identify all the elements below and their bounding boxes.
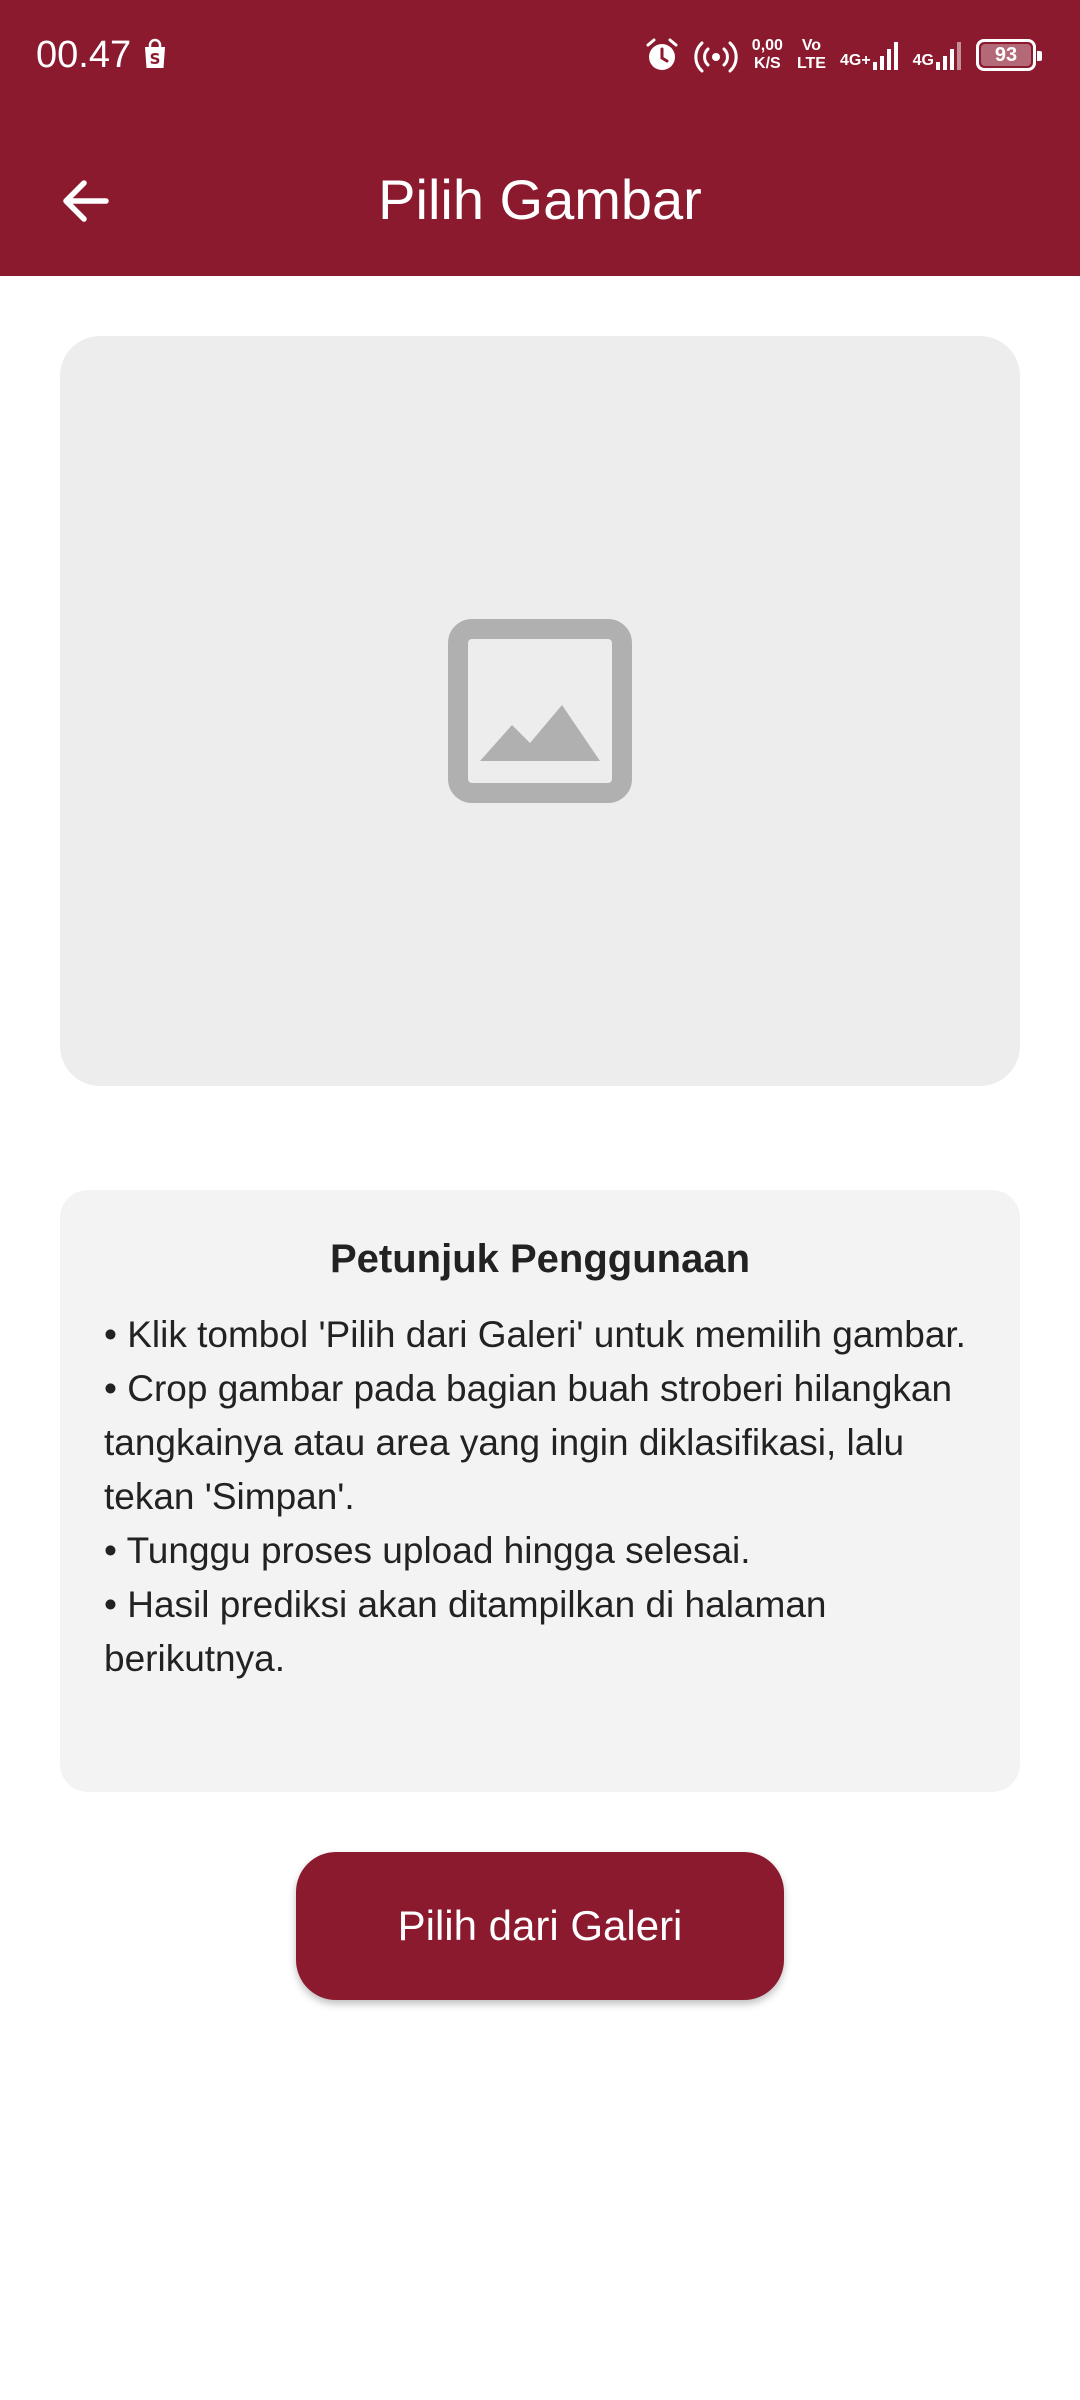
guide-title: Petunjuk Penggunaan <box>329 1237 751 1281</box>
guide-item: • Crop gambar pada bagian buah stroberi hilangkan tangkainya atau area yang ingin diklasifikasi, lalu tekan 'Simpan'. <box>104 1368 953 1517</box>
top-bar <box>0 0 1080 276</box>
page-title: Pilih Gambar <box>378 168 702 231</box>
signal-icon-2: 4G <box>913 40 962 70</box>
status-icons <box>644 30 1036 80</box>
guide-item: • Klik tombol 'Pilih dari Galeri' untuk memilih gambar. <box>104 1314 966 1355</box>
image-preview <box>60 336 1020 1086</box>
alarm-icon <box>644 37 680 73</box>
network-speed: 0,00 K/S <box>751 37 783 72</box>
pick-from-gallery-button[interactable]: Pilih dari Galeri <box>296 1852 784 2000</box>
signal-icon: 4G+ <box>840 40 899 70</box>
status-time: 00.47 <box>36 34 132 76</box>
hotspot-icon <box>694 37 738 73</box>
battery-icon: 93 <box>976 39 1036 71</box>
guide-item: • Tunggu proses upload hingga selesai. <box>104 1530 751 1571</box>
volte-indicator: Vo LTE <box>796 37 826 72</box>
app-bar <box>0 110 1080 276</box>
status-bar <box>0 0 1080 110</box>
usage-guide-card <box>60 1190 1020 1792</box>
shopping-bag-icon <box>140 38 170 70</box>
svg-text:S: S <box>149 50 161 68</box>
guide-item: • Hasil prediksi akan ditampilkan di halaman berikutnya. <box>104 1584 827 1679</box>
guide-list <box>104 1308 976 1686</box>
image-placeholder-icon <box>448 619 632 803</box>
